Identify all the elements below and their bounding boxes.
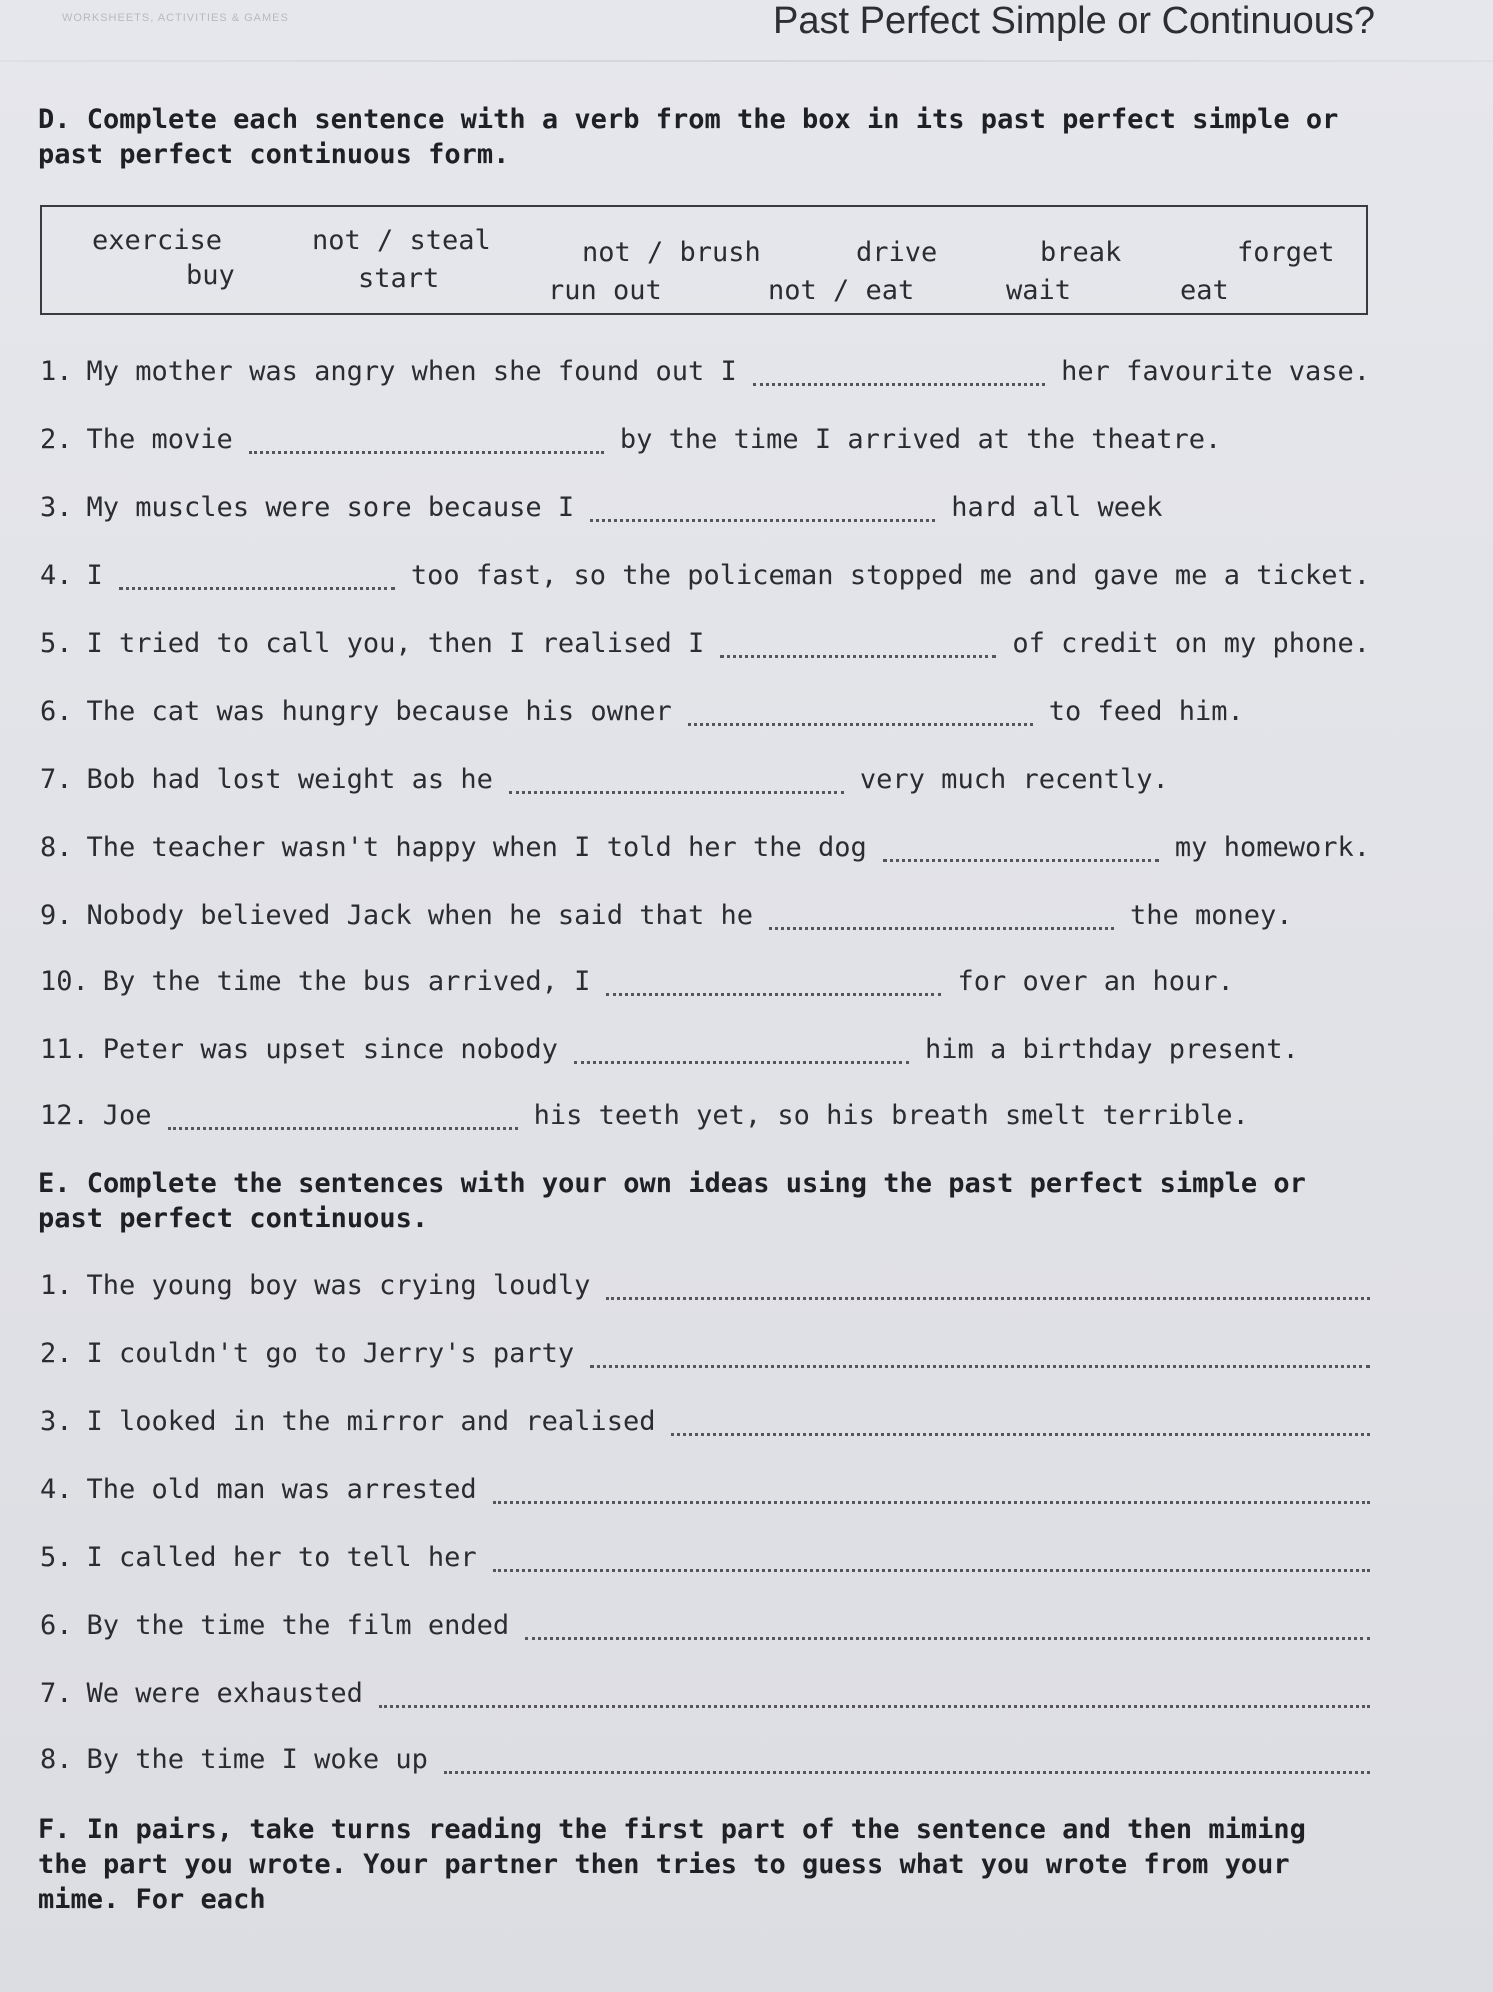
sentence-end: very much recently. xyxy=(859,764,1169,795)
answer-blank[interactable] xyxy=(671,1411,1370,1436)
verb-word: forget xyxy=(1237,237,1335,268)
answer-blank[interactable] xyxy=(379,1683,1370,1708)
sentence-start: Bob had lost weight as he xyxy=(86,764,493,795)
exercise-d-item: 9. Nobody believed Jack when he said that he the money. xyxy=(40,896,1370,936)
sentence-start: My mother was angry when she found out I xyxy=(86,356,737,387)
verb-word: not / steal xyxy=(312,225,491,256)
sentence-start: Peter was upset since nobody xyxy=(102,1034,558,1065)
exercise-d-item: 11. Peter was upset since nobody him a birthday present. xyxy=(40,1030,1370,1070)
sentence-start: The cat was hungry because his owner xyxy=(86,696,672,727)
sentence-start: The movie xyxy=(86,424,233,455)
sentence-end: by the time I arrived at the theatre. xyxy=(619,424,1222,455)
sentence-start: I looked in the mirror and realised xyxy=(86,1406,656,1437)
sentence-start: The teacher wasn't happy when I told her the dog xyxy=(86,832,867,863)
verb-word: break xyxy=(1040,237,1122,268)
verb-word: exercise xyxy=(92,225,223,256)
exercise-d-item: 8. The teacher wasn't happy when I told her the dog my homework. xyxy=(40,828,1370,868)
sentence-end: the money. xyxy=(1130,900,1293,931)
sentence-end: her favourite vase. xyxy=(1061,356,1370,387)
sentence-start: Nobody believed Jack when he said that he xyxy=(86,900,753,931)
exercise-d-item: 2. The movie by the time I arrived at the theatre. xyxy=(40,420,1370,460)
answer-blank[interactable] xyxy=(688,701,1033,726)
answer-blank[interactable] xyxy=(769,905,1114,930)
section-f-heading: F. In pairs, take turns reading the first part of the sentence and then miming the part you wrote. Your partner then tries to guess what you wrote from your mime. For each xyxy=(38,1814,1306,1915)
sentence-end: too fast, so the policeman stopped me and gave me a ticket. xyxy=(410,560,1370,591)
answer-blank[interactable] xyxy=(525,1615,1370,1640)
sentence-end: him a birthday present. xyxy=(924,1034,1299,1065)
section-d-heading: D. Complete each sentence with a verb from the box in its past perfect simple or past perfect continuous form. xyxy=(38,104,1339,170)
answer-blank[interactable] xyxy=(509,769,844,794)
sentence-end: for over an hour. xyxy=(957,966,1234,997)
sentence-start: We were exhausted xyxy=(86,1678,363,1709)
exercise-e-item: 5. I called her to tell her xyxy=(40,1538,1370,1578)
answer-blank[interactable] xyxy=(493,1547,1370,1572)
sentence-start: The young boy was crying loudly xyxy=(86,1270,591,1301)
exercise-d-item: 6. The cat was hungry because his owner to feed him. xyxy=(40,692,1370,732)
exercise-d-item: 1. My mother was angry when she found out I her favourite vase. xyxy=(40,352,1370,392)
exercise-d-item: 7. Bob had lost weight as he very much recently. xyxy=(40,760,1370,800)
verb-word: wait xyxy=(1006,275,1072,306)
sentence-end: my homework. xyxy=(1174,832,1370,863)
sentence-start: Joe xyxy=(102,1100,152,1131)
answer-blank[interactable] xyxy=(590,1343,1370,1368)
sentence-end: hard all week xyxy=(951,492,1163,523)
verb-word: drive xyxy=(856,237,938,268)
answer-blank[interactable] xyxy=(883,837,1159,862)
answer-blank[interactable] xyxy=(606,1275,1370,1300)
answer-blank[interactable] xyxy=(590,497,935,522)
verb-word: run out xyxy=(548,275,662,306)
answer-blank[interactable] xyxy=(574,1039,909,1064)
verb-word: start xyxy=(358,263,440,294)
verb-word: buy xyxy=(186,260,235,291)
verb-word: not / brush xyxy=(582,237,761,268)
sentence-start: By the time the bus arrived, I xyxy=(102,966,591,997)
exercise-d-item: 3. My muscles were sore because I hard all week xyxy=(40,488,1370,528)
answer-blank[interactable] xyxy=(720,633,996,658)
exercise-e-item: 7. We were exhausted xyxy=(40,1674,1370,1714)
answer-blank[interactable] xyxy=(493,1479,1370,1504)
answer-blank[interactable] xyxy=(168,1105,518,1130)
sentence-start: My muscles were sore because I xyxy=(86,492,575,523)
sentence-start: I couldn't go to Jerry's party xyxy=(86,1338,575,1369)
verb-word: eat xyxy=(1180,275,1229,306)
sentence-start: The old man was arrested xyxy=(86,1474,477,1505)
verb-box xyxy=(40,205,1368,315)
sentence-end: to feed him. xyxy=(1048,696,1244,727)
exercise-e-item: 8. By the time I woke up xyxy=(40,1740,1370,1780)
exercise-d-item: 10. By the time the bus arrived, I for over an hour. xyxy=(40,962,1370,1002)
answer-blank[interactable] xyxy=(249,429,604,454)
exercise-e-item: 2. I couldn't go to Jerry's party xyxy=(40,1334,1370,1374)
exercise-e-item: 3. I looked in the mirror and realised xyxy=(40,1402,1370,1442)
exercise-d-item: 4. I too fast, so the policeman stopped me and gave me a ticket. xyxy=(40,556,1370,596)
sentence-start: I xyxy=(86,560,103,591)
exercise-d-item: 5. I tried to call you, then I realised I of credit on my phone. xyxy=(40,624,1370,664)
exercise-d-item: 12. Joe his teeth yet, so his breath smelt terrible. xyxy=(40,1096,1370,1136)
sentence-start: By the time I woke up xyxy=(86,1744,428,1775)
brand-watermark: WORKSHEETS, ACTIVITIES & GAMES xyxy=(62,12,289,24)
exercise-e-item: 6. By the time the film ended xyxy=(40,1606,1370,1646)
paper-fold-divider xyxy=(0,60,1493,62)
sentence-end: his teeth yet, so his breath smelt terrible. xyxy=(533,1100,1249,1131)
verb-word: not / eat xyxy=(768,275,915,306)
sentence-end: of credit on my phone. xyxy=(1012,628,1370,659)
page-title: Past Perfect Simple or Continuous? xyxy=(773,0,1375,42)
answer-blank[interactable] xyxy=(444,1749,1370,1774)
answer-blank[interactable] xyxy=(753,361,1045,386)
section-e-heading: E. Complete the sentences with your own ideas using the past perfect simple or past perfect continuous. xyxy=(38,1168,1306,1234)
answer-blank[interactable] xyxy=(606,971,941,996)
exercise-e-item: 4. The old man was arrested xyxy=(40,1470,1370,1510)
sentence-start: I tried to call you, then I realised I xyxy=(86,628,705,659)
sentence-start: By the time the film ended xyxy=(86,1610,510,1641)
sentence-start: I called her to tell her xyxy=(86,1542,477,1573)
answer-blank[interactable] xyxy=(119,565,395,590)
exercise-e-item: 1. The young boy was crying loudly xyxy=(40,1266,1370,1306)
